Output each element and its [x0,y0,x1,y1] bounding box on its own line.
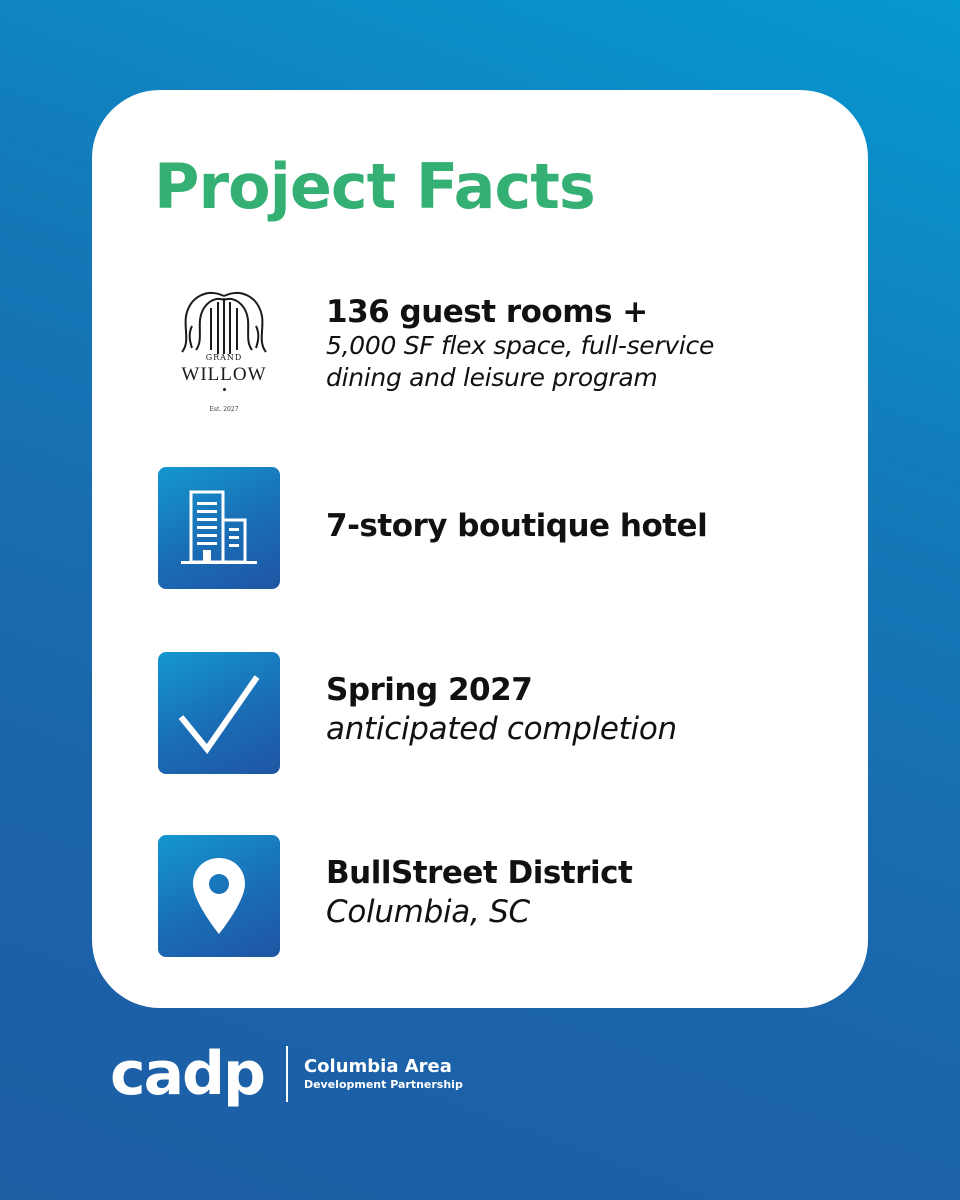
checkmark-icon-tile [158,652,280,774]
footer-branding [110,1039,463,1109]
fact-subtitle: dining and leisure program [326,363,658,392]
fact-text [326,855,846,933]
fact-subtitle: 5,000 SF flex space, full-service [326,331,715,360]
map-pin-icon-tile [158,835,280,957]
brand-name [304,1056,463,1092]
brand-name-line2: Development Partnership [303,1078,463,1091]
fact-title: BullStreet District [326,855,633,891]
building-icon-tile [158,467,280,589]
fact-title: 136 guest rooms + [326,294,648,330]
logo-est-text: Est. 2027 [209,406,239,413]
fact-text [326,508,846,544]
fact-title: Spring 2027 [326,672,533,708]
fact-subtitle: Columbia, SC [326,894,530,930]
willow-tree-icon [178,286,270,356]
fact-subtitle: anticipated completion [326,711,677,747]
checkmark-icon [177,671,261,755]
page-title: Project Facts [154,150,595,223]
fact-location [158,835,848,957]
cadp-logo: cadp [110,1039,264,1109]
fact-text [326,672,846,750]
fact-completion [158,652,848,774]
logo-willow-text: WILLOW [181,364,267,385]
map-pin-icon [189,854,249,938]
grand-willow-logo [176,286,272,416]
fact-text [326,294,846,394]
project-facts-card [92,90,868,1008]
fact-hotel-stories [158,467,848,589]
logo-dot [223,388,226,391]
brand-divider [286,1046,288,1102]
building-icon [177,486,261,570]
brand-name-line1: Columbia Area [303,1056,452,1077]
fact-title: 7-story boutique hotel [326,508,708,544]
logo-grand-text: GRAND [205,353,243,362]
fact-guest-rooms [158,280,848,420]
